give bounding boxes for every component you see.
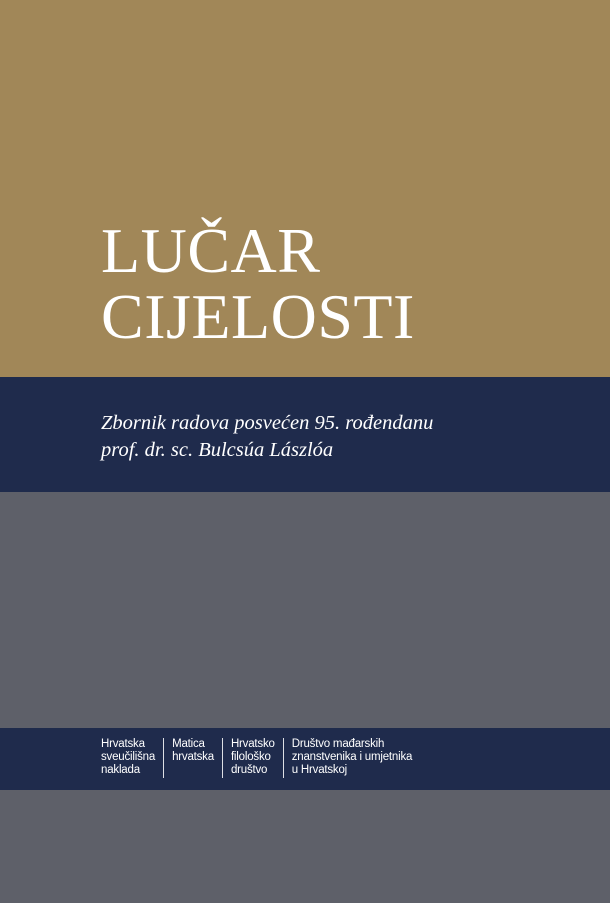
publisher-hsn <box>101 738 163 778</box>
publisher-hfd-line-3: društvo <box>230 764 268 776</box>
book-title-line-1: LUČAR <box>101 215 321 286</box>
publisher-dmziu-line-2: znanstvenika i umjetnika <box>291 751 413 763</box>
book-title <box>101 215 415 352</box>
publisher-hsn-line-3: naklada <box>101 764 140 776</box>
bottom-panel <box>0 790 610 903</box>
book-subtitle <box>101 410 433 464</box>
publisher-dmziu <box>283 738 421 778</box>
publisher-list <box>101 738 420 778</box>
publisher-dmziu-line-1: Društvo mađarskih <box>291 738 385 750</box>
publisher-dmziu-line-3: u Hrvatskoj <box>291 764 348 776</box>
publisher-hfd-line-2: filološko <box>230 751 271 763</box>
book-title-line-2: CIJELOSTI <box>101 281 415 352</box>
book-subtitle-line-2: prof. dr. sc. Bulcsúa Lászlóa <box>101 439 334 461</box>
publisher-matica-line-1: Matica <box>172 738 205 750</box>
title-band <box>0 0 610 377</box>
publishers-band <box>0 728 610 790</box>
publisher-hsn-line-2: sveučilišna <box>101 751 156 763</box>
publisher-matica-line-2: hrvatska <box>172 751 214 763</box>
publisher-hfd <box>222 738 283 778</box>
book-subtitle-line-1: Zbornik radova posvećen 95. rođendanu <box>101 412 434 434</box>
middle-panel <box>0 492 610 728</box>
subtitle-band <box>0 377 610 492</box>
publisher-matica <box>163 738 222 778</box>
publisher-hsn-line-1: Hrvatska <box>101 738 145 750</box>
publisher-hfd-line-1: Hrvatsko <box>230 738 275 750</box>
